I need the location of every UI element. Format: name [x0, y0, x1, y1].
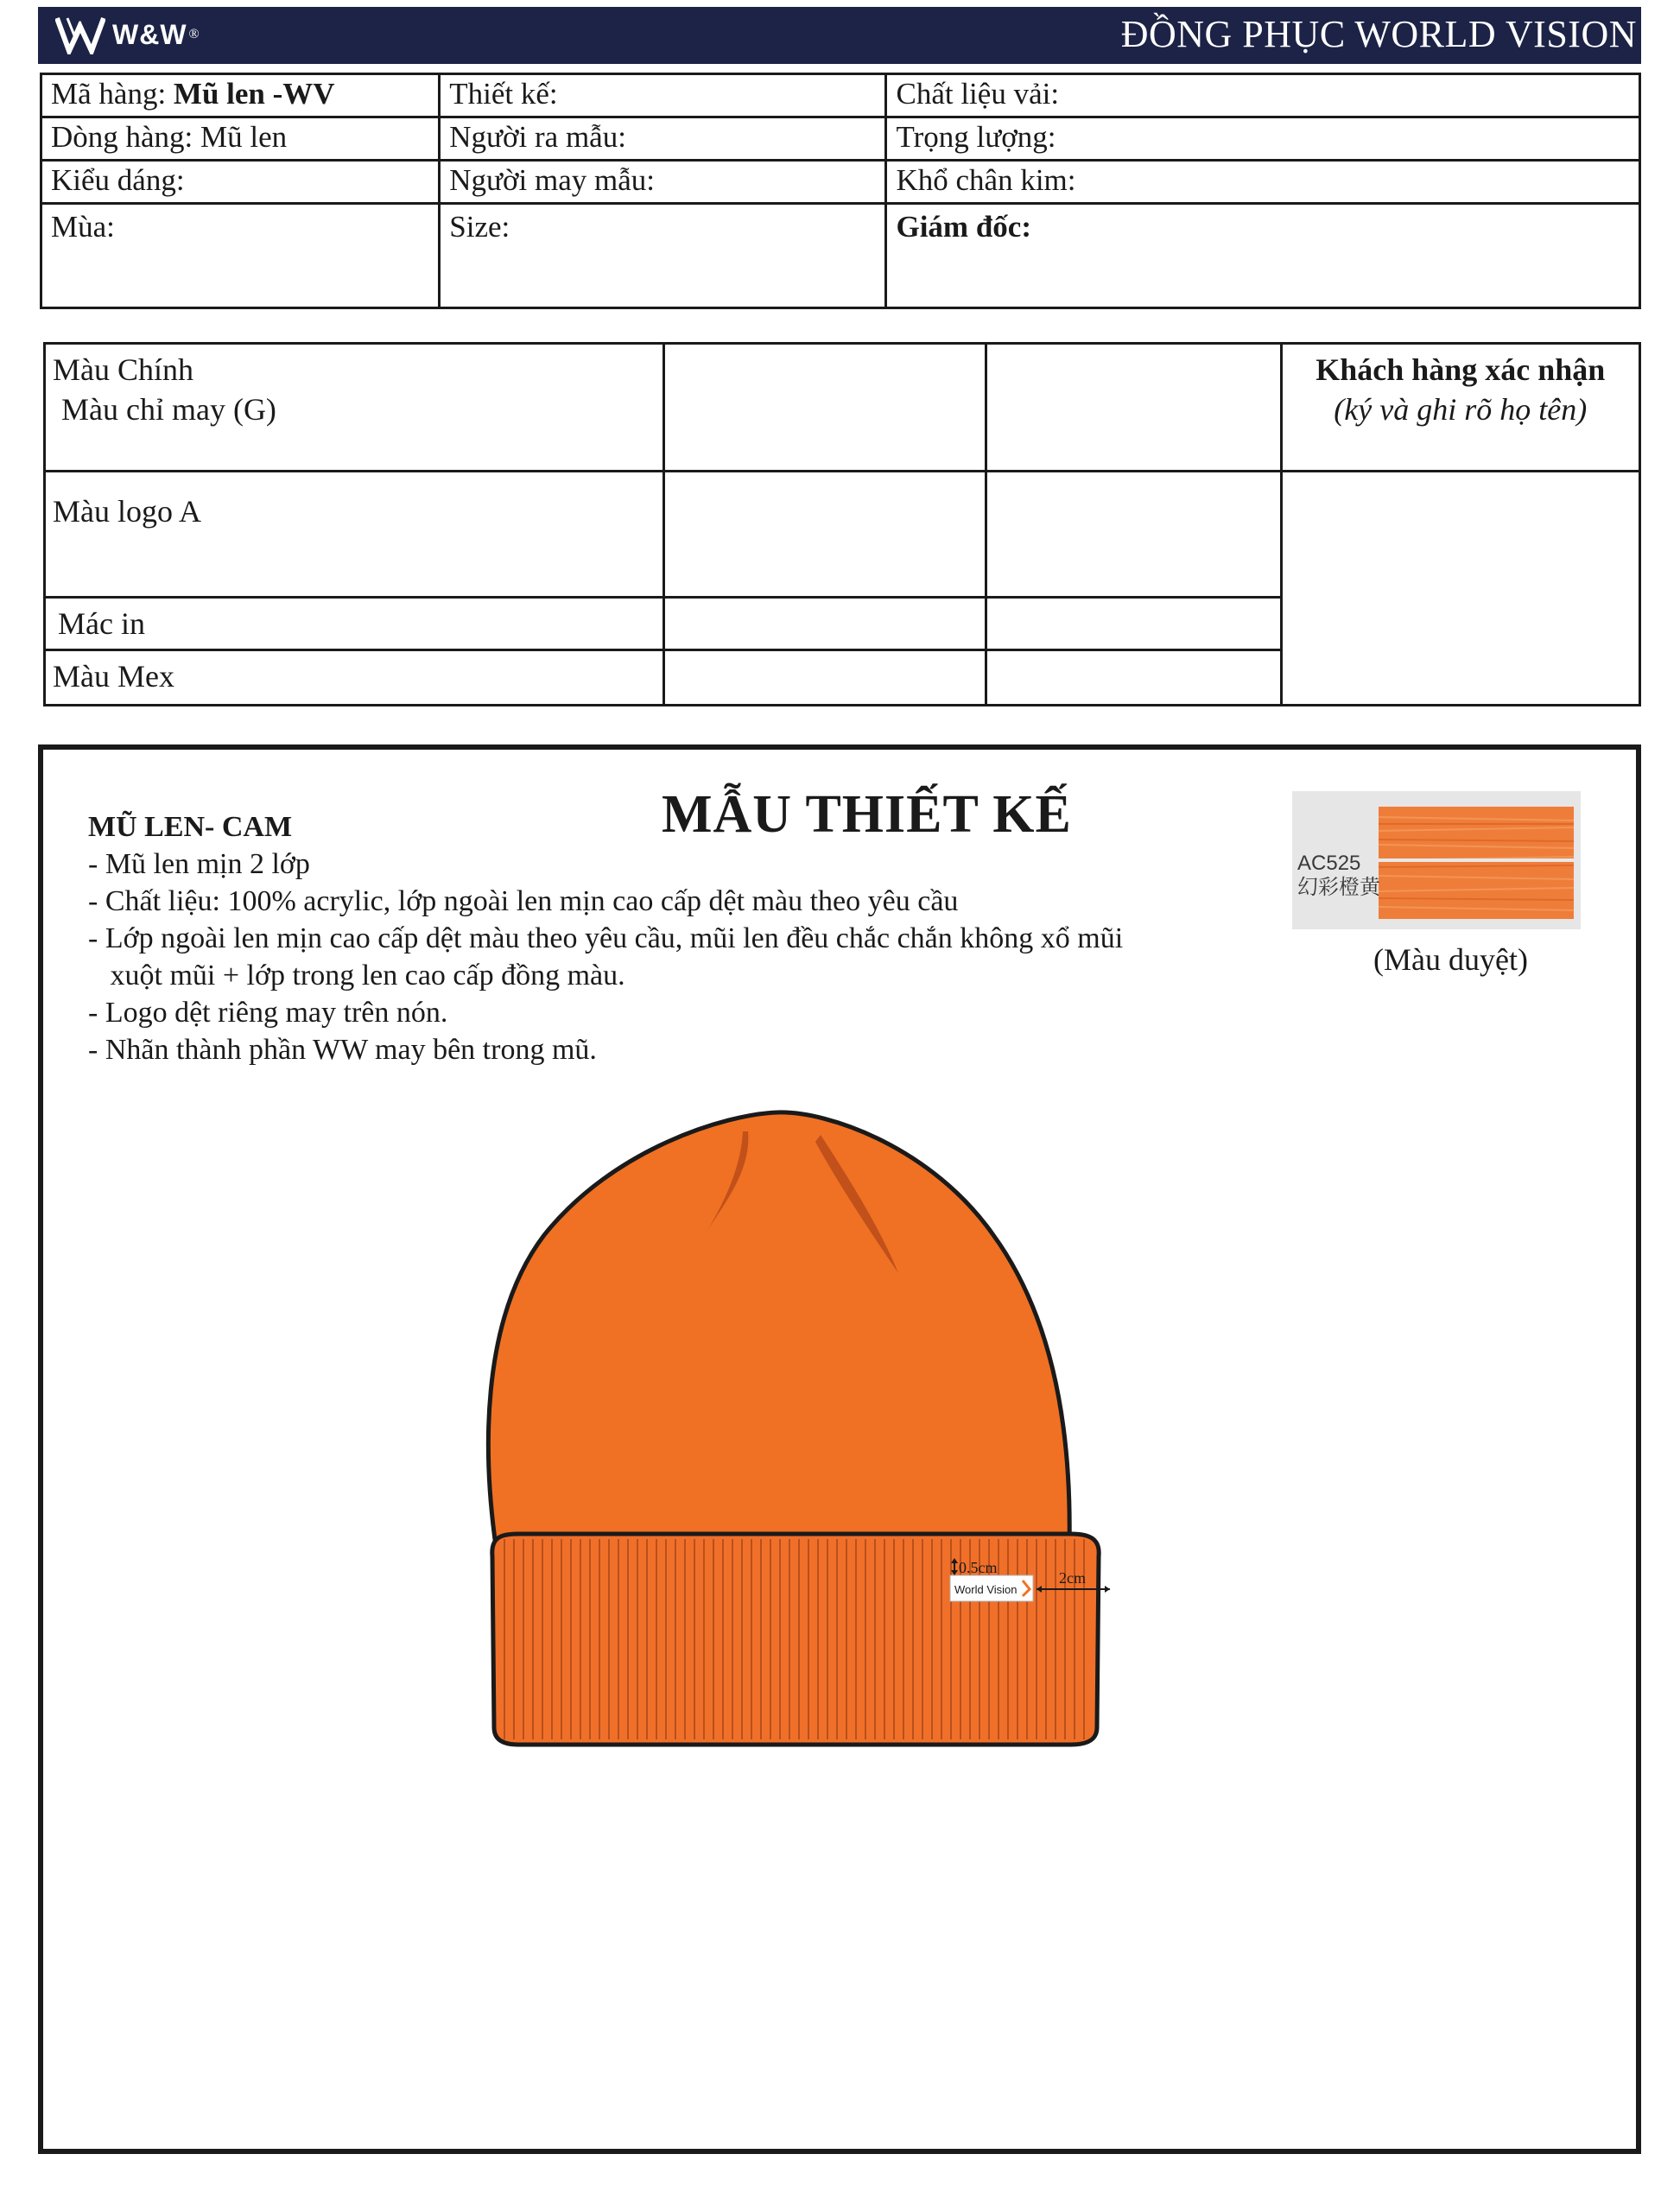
design-description [88, 808, 1123, 1068]
nguoi-may-mau-label: Người may mẫu: [440, 161, 886, 204]
logo-text: W&W [112, 18, 187, 50]
kieu-dang-label: Kiểu dáng: [41, 161, 440, 204]
desc-line: - Chất liệu: 100% acrylic, lớp ngoài len mịn cao cấp dệt màu theo yêu cầu [88, 885, 959, 917]
chat-lieu-vai-label: Chất liệu vải: [886, 74, 1640, 117]
desc-line: - Mũ len mịn 2 lớp [88, 848, 310, 880]
design-heading: MŨ LEN- CAM [88, 811, 293, 843]
ma-hang-value: Mũ len -WV [173, 77, 335, 111]
color-table [43, 342, 1641, 706]
mau-chinh-cell [45, 344, 664, 472]
swatch-code-label [1297, 852, 1380, 900]
confirm-cell [1281, 344, 1639, 472]
ma-hang-label: Mã hàng: [51, 77, 167, 111]
trong-luong-label: Trọng lượng: [886, 117, 1640, 161]
hat-crown [488, 1112, 1069, 1546]
header-title: ĐỒNG PHỤC WORLD VISION [1120, 13, 1637, 55]
color-cell-empty [986, 472, 1281, 598]
dim-width-text: 2cm [1059, 1569, 1086, 1587]
color-cell-empty [663, 344, 986, 472]
ww-logo-icon [55, 15, 105, 54]
color-cell-empty [663, 472, 986, 598]
registered-mark: ® [188, 27, 200, 41]
giam-doc-label: Giám đốc: [886, 204, 1640, 308]
confirm-title: Khách hàng xác nhận [1315, 352, 1606, 387]
swatch-code: AC525 [1297, 852, 1361, 875]
dong-hang-label: Dòng hàng: Mũ len [41, 117, 440, 161]
swatch-caption: (Màu duyệt) [1373, 942, 1528, 977]
nguoi-ra-mau-label: Người ra mẫu: [440, 117, 886, 161]
beanie-illustration [466, 1097, 1123, 1779]
mac-in-label: Mác in [45, 598, 664, 650]
brand-logo [55, 12, 200, 57]
dim-height-text: 0.5cm [959, 1559, 998, 1576]
hat-cuff [492, 1534, 1099, 1745]
desc-line: - Nhãn thành phần WW may bên trong mũ. [88, 1034, 597, 1066]
desc-line: - Lớp ngoài len mịn cao cấp dệt màu theo yêu cầu, mũi len đều chắc chắn không xổ mũi [88, 922, 1124, 954]
mau-mex-label: Màu Mex [45, 650, 664, 706]
thiet-ke-label: Thiết kế: [440, 74, 886, 117]
mua-label: Mùa: [41, 204, 440, 308]
ma-hang-cell [41, 74, 440, 117]
size-label: Size: [440, 204, 886, 308]
color-cell-empty [663, 650, 986, 706]
signature-area [1281, 472, 1639, 706]
confirm-subtitle: (ký và ghi rõ họ tên) [1334, 392, 1588, 427]
mau-chinh-label: Màu Chính [53, 352, 194, 387]
kho-chan-kim-label: Khổ chân kim: [886, 161, 1640, 204]
mau-logo-label: Màu logo A [45, 472, 664, 598]
info-table [40, 73, 1641, 309]
color-cell-empty [986, 344, 1281, 472]
label-text: World Vision [954, 1583, 1018, 1596]
color-cell-empty [986, 650, 1281, 706]
color-cell-empty [663, 598, 986, 650]
swatch-name-cn: 幻彩橙黄 [1297, 876, 1380, 899]
mau-chi-may-label: Màu chỉ may (G) [61, 392, 276, 427]
desc-line: xuột mũi + lớp trong len cao cấp đồng màu. [88, 960, 625, 991]
design-title: MẪU THIẾT KẾ [662, 785, 1072, 844]
color-cell-empty [986, 598, 1281, 650]
desc-line: - Logo dệt riêng may trên nón. [88, 997, 448, 1029]
